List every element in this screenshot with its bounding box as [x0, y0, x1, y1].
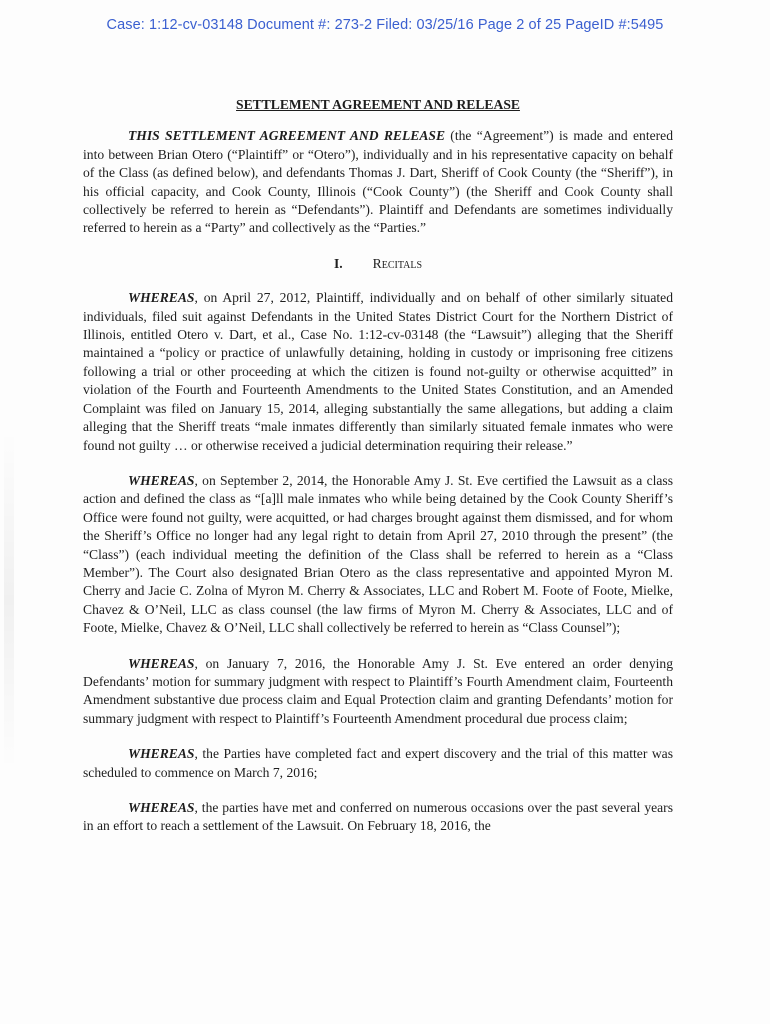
intro-text: (the “Agreement”) is made and entered into between Brian Otero (“Plaintiff” or “Otero”), individually and in his representative capacity on behalf of the Class (as defined below), and defendants Thomas J. Dart, Sheriff of Cook County (the “Sheriff”), in his official capacity, and Cook County, Illinois (“Cook County”) (the Sheriff and Cook County shall collectively be referred to herein as “Defendants”). Plaintiff and Defendants are sometimes individually referred to herein as a “Party” and collectively as the “Parties.” — [83, 128, 673, 236]
scan-edge-shadow — [4, 430, 14, 770]
section-heading — [83, 255, 673, 273]
intro-lead: THIS SETTLEMENT AGREEMENT AND RELEASE — [128, 128, 446, 144]
section-number: I. — [333, 255, 343, 271]
recital-text: , on April 27, 2012, Plaintiff, individually and on behalf of other similarly situated individuals, filed suit against Defendants in the United States District Court for the Northern District of Illinois, entitled Otero v. Dart, et al., Case No. 1:12-cv-03148 (the “Lawsuit”) alleging that the Sheriff maintained a “policy or practice of unlawfully detaining, holding in custody or imprisoning free citizens following a trial or other proceeding at which the citizen is found not-guilty or otherwise acquitted” in violation of the Fourth and Fourteenth Amendments to the United States Constitution, and an Amended Complaint was filed on January 15, 2014, alleging substantially the same allegations, but adding a claim alleging that the Sheriff treats “male inmates differently than similarly situated female inmates who were found not guilty … or otherwise received a judicial determination requiring their release.” — [83, 290, 673, 453]
recital-text: , on September 2, 2014, the Honorable Amy J. St. Eve certified the Lawsuit as a class action and defined the class as “[a]ll male inmates who while being detained by the Cook County Sheriff’s Office were found not guilty, were acquitted, or had charges brought against them dismissed, and for whom the Sheriff’s Office no longer had any legal right to detain from April 27, 2010 through the present” (the “Class”) (each individual meeting the definition of the Class shall be referred to herein as a “Class Member”). The Court also designated Brian Otero as the class representative and appointed Myron M. Cherry and Jacie C. Zolna of Myron M. Cherry & Associates, LLC and Robert M. Foote of Foote, Mielke, Chavez & O’Neil, LLC as class counsel (the law firms of Myron M. Cherry & Associates, LLC and of Foote, Mielke, Chavez & O’Neil, LLC shall collectively be referred to herein as “Class Counsel”); — [83, 472, 673, 636]
recital-text: , the parties have met and conferred on numerous occasions over the past several years in an effort to reach a settlement of the Lawsuit. On February 18, 2016, the — [83, 800, 673, 834]
recital-lead: WHEREAS — [128, 800, 195, 815]
intro-paragraph — [83, 127, 673, 237]
recital-lead: WHEREAS — [128, 290, 195, 306]
recital-paragraph-2 — [83, 472, 673, 638]
recital-paragraph-5 — [83, 799, 673, 836]
recital-lead: WHEREAS — [128, 655, 195, 671]
recital-paragraph-3 — [83, 655, 673, 729]
document-body — [83, 96, 673, 853]
recital-lead: WHEREAS — [128, 472, 195, 488]
section-name: Recitals — [372, 255, 423, 271]
recital-text: , on January 7, 2016, the Honorable Amy J. St. Eve entered an order denying Defendants’ motion for summary judgment with respect to Plaintiff’s Fourth Amendment claim, Fourteenth Amendment substantive due process claim and Equal Protection claim and granting Defendants’ motion for summary judgment with respect to Plaintiff’s Fourteenth Amendment procedural due process claim; — [83, 655, 673, 726]
document-title: SETTLEMENT AGREEMENT AND RELEASE — [236, 97, 520, 112]
recital-paragraph-1 — [83, 289, 673, 455]
recital-lead: WHEREAS — [128, 746, 195, 762]
case-header: Case: 1:12-cv-03148 Document #: 273-2 Filed: 03/25/16 Page 2 of 25 PageID #:5495 — [106, 17, 664, 33]
recital-paragraph-4 — [83, 745, 673, 782]
recital-text: , the Parties have completed fact and expert discovery and the trial of this matter was scheduled to commence on March 7, 2016; — [83, 746, 673, 780]
